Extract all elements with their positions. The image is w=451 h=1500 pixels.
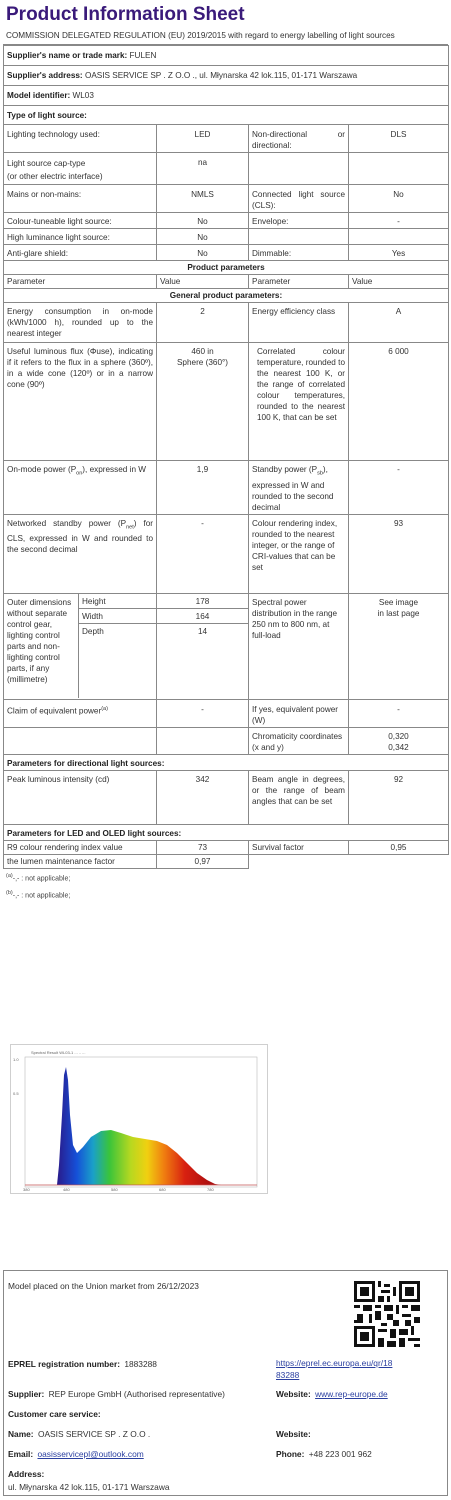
model-identifier-value: WL03 <box>72 91 94 100</box>
care-address-label: Address: <box>8 1469 45 1479</box>
model-identifier-row <box>4 86 449 106</box>
type-heading: Type of light source: <box>4 106 449 125</box>
care-name-label: Name: <box>8 1429 34 1439</box>
cri-value: 93 <box>349 514 449 593</box>
onmode-power-value: 1,9 <box>157 461 249 515</box>
svg-text:1.0: 1.0 <box>13 1057 19 1062</box>
r9-label: R9 colour rendering index value <box>4 840 157 854</box>
r9-value: 73 <box>157 840 249 854</box>
lighting-tech-label: Lighting technology used: <box>4 125 157 153</box>
footnote-a: $^{(a)}$-,- : not applicable; <box>6 872 71 882</box>
maintenance-empty <box>249 854 349 868</box>
luminous-flux-value <box>157 343 249 461</box>
product-params-heading: Product parameters <box>4 261 449 275</box>
info-table <box>3 45 449 869</box>
svg-text:580: 580 <box>111 1187 118 1192</box>
eprel-link-line1[interactable]: https://eprel.ec.europa.eu/qr/18 <box>276 1358 393 1368</box>
eprel-link-line2[interactable]: 83288 <box>276 1370 300 1380</box>
survival-label: Survival factor <box>249 840 349 854</box>
care-email-link[interactable]: oasisservicepl@outlook.com <box>37 1449 144 1459</box>
tuneable-label: Colour-tuneable light source: <box>4 213 157 229</box>
product-information-sheet <box>3 3 448 901</box>
spectral-distribution-value <box>349 593 449 699</box>
tuneable-value: No <box>157 213 249 229</box>
dimension-labels <box>79 594 156 698</box>
beam-angle-value: 92 <box>349 770 449 824</box>
outer-dimensions-label: Outer dimensions without separate control gear, lighting control parts and non-lighting control parts, if any (millimetre) <box>4 594 79 698</box>
high-luminance-label: High luminance light source: <box>4 229 157 245</box>
standby-power-label: Standby power $(P_{sb})$, expressed in W and rounded to the second decimal <box>249 461 349 515</box>
energy-consumption-value: 2 <box>157 303 249 343</box>
equivalent-power-value: - <box>157 699 249 727</box>
non-directional-value: DLS <box>349 125 449 153</box>
cct-value: 6 000 <box>349 343 449 461</box>
efficiency-class-value: A <box>349 303 449 343</box>
networked-standby-label: Networked standby power $(P_{net})$ for CLS, expressed in W and rounded to the second decimal <box>4 514 157 593</box>
height-label: Height <box>79 594 156 609</box>
maintenance-label: the lumen maintenance factor <box>4 854 157 868</box>
maintenance-value: 0,97 <box>157 854 249 868</box>
supplier-name-label: Supplier's name or trade mark: <box>7 51 128 60</box>
supplier-row <box>8 1389 225 1400</box>
supplier-name-row <box>4 46 449 66</box>
col-header-parameter-2: Parameter <box>249 275 349 289</box>
regulation-subtitle: COMMISSION DELEGATED REGULATION (EU) 2019/2015 with regard to energy labelling of light sources <box>3 27 448 45</box>
col-header-value-1: Value <box>157 275 249 289</box>
svg-text:0.5: 0.5 <box>13 1091 19 1096</box>
width-label: Width <box>79 609 156 624</box>
maintenance-empty-2 <box>349 854 449 868</box>
directional-heading: Parameters for directional light sources: <box>4 754 449 770</box>
high-luminance-value: No <box>157 229 249 245</box>
depth-value: 14 <box>197 626 208 636</box>
efficiency-class-label: Energy efficiency class <box>249 303 349 343</box>
outer-dimensions-cell <box>4 593 157 699</box>
website-row <box>276 1389 388 1400</box>
cct-label: Correlated colour temperature, rounded to the nearest 100 K, or the range of correlated colour temperatures, rounded to the nearest 100 K, that can be set <box>249 343 349 461</box>
svg-text:680: 680 <box>159 1187 166 1192</box>
lighting-tech-value: LED <box>157 125 249 153</box>
svg-text:480: 480 <box>63 1187 70 1192</box>
footnote-b: $^{(b)}$-,- : not applicable; <box>6 889 71 900</box>
cri-label: Colour rendering index, rounded to the nearest integer, or the range of CRI-values that can be set <box>249 514 349 593</box>
luminous-flux-value-line1: 460 in <box>191 347 214 356</box>
cap-type-label-line2: (or other electric interface) <box>7 172 103 181</box>
luminous-flux-value-line2: Sphere (360°) <box>176 358 229 367</box>
care-email-row <box>8 1449 144 1460</box>
spectrum-header: Spectral Result WL03-1 ... .. ... <box>31 1050 86 1055</box>
general-params-heading: General product parameters: <box>4 289 449 303</box>
onmode-power-label: On-mode power $(P_{on})$, expressed in W <box>4 461 157 515</box>
envelope-label: Envelope: <box>249 213 349 229</box>
luminous-flux-label: Useful luminous flux (Φuse), indicating if it refers to the flux in a sphere (360º), in a wide cone (120º) or in a narrow cone (90º) <box>4 343 157 461</box>
svg-text:780: 780 <box>207 1187 214 1192</box>
cls-label: Connected light source (CLS): <box>249 185 349 213</box>
footer-supplier-label: Supplier: <box>8 1389 45 1399</box>
cap-type-empty-2 <box>349 153 449 185</box>
peak-intensity-label: Peak luminous intensity (cd) <box>4 770 157 824</box>
eprel-label: EPREL registration number: <box>8 1359 120 1369</box>
care-name-row <box>8 1429 150 1440</box>
col-header-parameter-1: Parameter <box>4 275 157 289</box>
market-date-text: Model placed on the Union market from 26/12/2023 <box>8 1281 199 1291</box>
spectral-distribution-image <box>10 1044 268 1194</box>
cap-type-value: na <box>157 153 249 185</box>
cls-value: No <box>349 185 449 213</box>
care-phone-row <box>276 1449 372 1460</box>
chromaticity-label: Chromaticity coordinates (x and y) <box>249 727 349 754</box>
dimmable-label: Dimmable: <box>249 245 349 261</box>
cap-type-empty-1 <box>249 153 349 185</box>
model-identifier-label: Model identifier: <box>7 91 71 100</box>
standby-power-value: - <box>349 461 449 515</box>
eprel-value: 1883288 <box>124 1359 157 1369</box>
peak-intensity-value: 342 <box>157 770 249 824</box>
mains-label: Mains or non-mains: <box>4 185 157 213</box>
col-header-value-2: Value <box>349 275 449 289</box>
qr-code-icon[interactable] <box>354 1281 420 1347</box>
chroma-empty-1 <box>4 727 157 754</box>
chromaticity-y: 0,342 <box>388 742 409 752</box>
depth-label: Depth <box>82 626 104 636</box>
footer-supplier-value: REP Europe GmbH (Authorised representative) <box>48 1389 225 1399</box>
supplier-address-label: Supplier's address: <box>7 71 83 80</box>
equivalent-power-label: Claim of equivalent power$^{(a)}$ <box>4 699 157 727</box>
care-website-label: Website: <box>276 1429 311 1439</box>
height-value: 178 <box>157 594 248 609</box>
care-phone-value: +48 223 001 962 <box>308 1449 372 1459</box>
survival-value: 0,95 <box>349 840 449 854</box>
care-name-value: OASIS SERVICE SP . Z O.O . <box>37 1429 151 1439</box>
supplier-name-value: FULEN <box>129 51 157 60</box>
care-phone-label: Phone: <box>276 1449 305 1459</box>
high-luminance-empty-1 <box>249 229 349 245</box>
care-website-row <box>276 1429 311 1440</box>
svg-text:380: 380 <box>23 1187 30 1192</box>
spectral-value-line2: in last page <box>377 608 420 618</box>
spectral-value-line1: See image <box>378 597 419 607</box>
energy-consumption-label: Energy consumption in on-mode (kWh/1000 h), rounded up to the nearest integer <box>4 303 157 343</box>
high-luminance-empty-2 <box>349 229 449 245</box>
networked-standby-value: - <box>157 514 249 593</box>
care-email-label: Email: <box>8 1449 34 1459</box>
supplier-address-value: OASIS SERVICE SP . Z O.O ., ul. Młynarska 42 lok.115, 01-171 Warszawa <box>84 71 358 80</box>
spectrum-graphic <box>11 1045 269 1195</box>
led-oled-heading: Parameters for LED and OLED light sources: <box>4 824 449 840</box>
dimmable-value: Yes <box>349 245 449 261</box>
chroma-empty-2 <box>157 727 249 754</box>
if-yes-value: - <box>349 699 449 727</box>
antiglare-value: No <box>157 245 249 261</box>
eprel-row <box>8 1359 157 1370</box>
eprel-link[interactable] <box>276 1357 392 1381</box>
cap-type-label <box>4 153 157 185</box>
outer-dimensions-layout <box>4 594 156 698</box>
mains-value: NMLS <box>157 185 249 213</box>
footer-panel <box>3 1270 448 1496</box>
website-label: Website: <box>276 1389 311 1399</box>
website-link[interactable]: www.rep-europe.de <box>315 1389 388 1399</box>
chromaticity-x: 0,320 <box>388 731 409 741</box>
dimension-values <box>157 593 249 699</box>
if-yes-label: If yes, equivalent power (W) <box>249 699 349 727</box>
supplier-address-row <box>4 66 449 86</box>
customer-care-heading: Customer care service: <box>8 1409 101 1419</box>
spectral-distribution-label: Spectral power distribution in the range 250 nm to 800 nm, at full-load <box>249 593 349 699</box>
envelope-value: - <box>349 213 449 229</box>
width-value: 164 <box>157 609 248 624</box>
non-directional-label: Non-directional or directional: <box>249 125 349 153</box>
cap-type-label-line1: Light source cap-type <box>7 159 86 168</box>
chromaticity-value <box>349 727 449 754</box>
antiglare-label: Anti-glare shield: <box>4 245 157 261</box>
page-title: Product Information Sheet <box>6 4 245 25</box>
care-address-value: ul. Młynarska 42 lok.115, 01-171 Warszawa <box>8 1482 170 1492</box>
beam-angle-label: Beam angle in degrees, or the range of beam angles that can be set <box>249 770 349 824</box>
